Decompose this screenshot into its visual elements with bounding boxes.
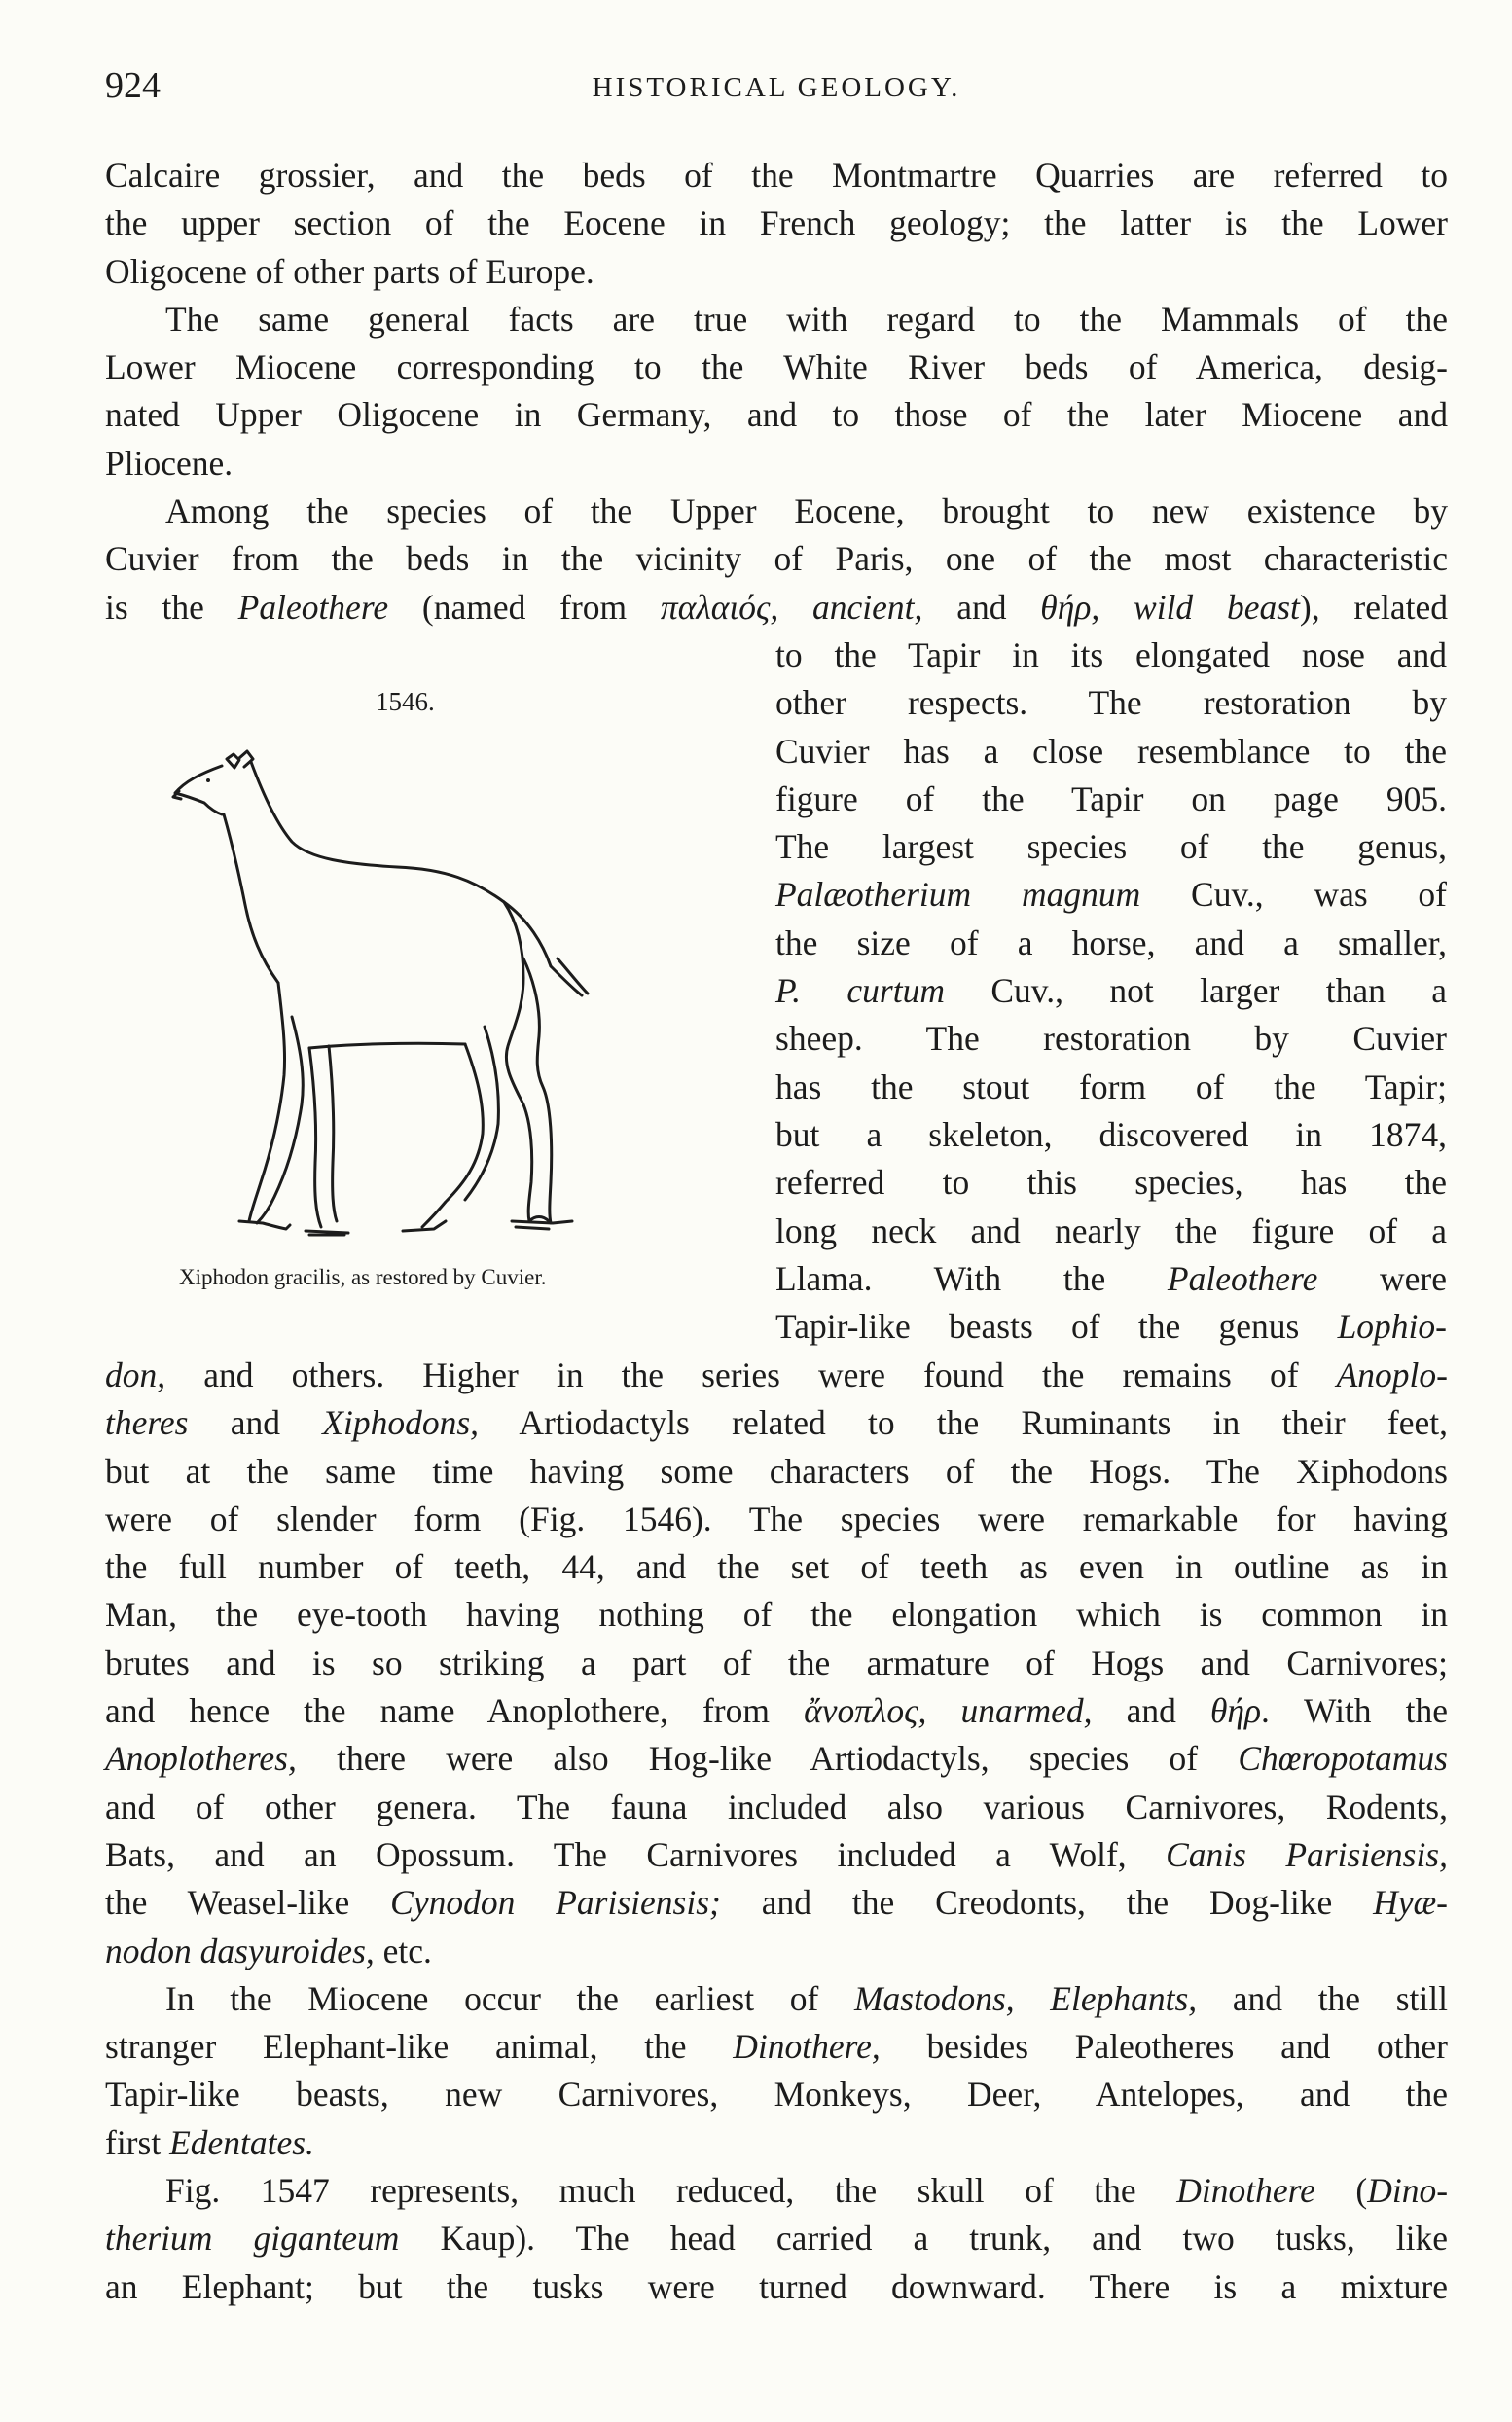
text-line: The same general facts are true with regard to the Mammals of the [165, 299, 1448, 339]
text-line: has the stout form of the Tapir; [775, 1066, 1447, 1106]
figure-number: 1546. [376, 687, 435, 716]
text-line: the Weasel-like Cynodon Parisiensis; and the Creodonts, the Dog-like Hyæ- [105, 1883, 1448, 1923]
text-line: The largest species of the genus, [775, 827, 1447, 867]
text-line: don, and others. Higher in the series were found the remains of Anoplo- [105, 1356, 1448, 1394]
text-line: In the Miocene occur the earliest of Mastodons, Elephants, and the still [165, 1978, 1448, 2018]
text-line: Cuvier has a close resemblance to the [775, 731, 1447, 771]
text-line: the full number of teeth, 44, and the set of teeth as even in outline as in [105, 1547, 1448, 1587]
text-line: but a skeleton, discovered in 1874, [775, 1114, 1447, 1154]
text-line: theres and Xiphodons, Artiodactyls related to the Ruminants in their feet, [105, 1403, 1448, 1443]
text-line: but at the same time having some characters of the Hogs. The Xiphodons [105, 1451, 1448, 1491]
text-line: Fig. 1547 represents, much reduced, the skull of the Dinothere (Dino- [165, 2171, 1449, 2211]
text-block-bottom [105, 1352, 1448, 2311]
text-line: is the Paleothere (named from παλαιός, ancient, and θήρ, wild beast), related [105, 587, 1448, 627]
text-line: therium giganteum Kaup). The head carried a trunk, and two tusks, like [105, 2219, 1448, 2259]
text-line: stranger Elephant-like animal, the Dinothere, besides Paleotheres and other [105, 2027, 1448, 2067]
figure-caption: Xiphodon gracilis, as restored by Cuvier. [179, 1265, 547, 1289]
text-line: brutes and is so striking a part of the armature of Hogs and Carnivores; [105, 1643, 1448, 1682]
text-line: referred to this species, has the [775, 1163, 1447, 1203]
text-line: Calcaire grossier, and the beds of the Montmartre Quarries are referred to [105, 156, 1448, 195]
text-line: P. curtum Cuv., not larger than a [775, 971, 1447, 1011]
text-block-right [775, 632, 1447, 1351]
text-line: Anoplotheres, there were also Hog-like Artiodactyls, species of Chœropotamus [105, 1739, 1448, 1779]
text-line: Lower Miocene corresponding to the White River beds of America, desig- [105, 347, 1448, 387]
text-line: Tapir-like beasts of the genus Lophio- [775, 1307, 1447, 1347]
page-header [105, 64, 1448, 113]
text-block-top [105, 152, 1448, 632]
running-title: HISTORICAL GEOLOGY. [592, 72, 961, 103]
text-line: to the Tapir in its elongated nose and [775, 635, 1447, 674]
text-line: Bats, and an Opossum. The Carnivores included a Wolf, Canis Parisiensis, [105, 1834, 1448, 1874]
text-line: first Edentates. [105, 2122, 314, 2162]
text-line: nated Upper Oligocene in Germany, and to those of the later Miocene and [105, 395, 1448, 435]
xiphodon-illustration [115, 735, 718, 1260]
text-line: an Elephant; but the tusks were turned downward. There is a mixture [105, 2266, 1448, 2306]
text-line: Palæotherium magnum Cuv., was of [775, 875, 1448, 915]
text-line: and of other genera. The fauna included also various Carnivores, Rodents, [105, 1787, 1448, 1826]
text-line: other respects. The restoration by [775, 683, 1447, 723]
text-line: Llama. With the Paleothere were [775, 1258, 1447, 1298]
text-line: the size of a horse, and a smaller, [775, 922, 1447, 962]
text-line: and hence the name Anoplothere, from ἄνοπλος, unarmed, and θήρ. With the [105, 1691, 1448, 1731]
text-line: long neck and nearly the figure of a [775, 1211, 1447, 1250]
text-line: figure of the Tapir on page 905. [775, 778, 1447, 818]
text-line: Pliocene. [105, 443, 234, 483]
text-line: Among the species of the Upper Eocene, brought to new existence by [165, 491, 1448, 531]
text-line: Cuvier from the beds in the vicinity of Paris, one of the most characteristic [105, 539, 1448, 579]
text-line: were of slender form (Fig. 1546). The species were remarkable for having [105, 1499, 1448, 1538]
text-line: Tapir-like beasts, new Carnivores, Monkeys, Deer, Antelopes, and the [105, 2075, 1448, 2115]
page-number: 924 [105, 65, 161, 106]
text-line: nodon dasyuroides, etc. [105, 1931, 432, 1970]
text-line: Man, the eye-tooth having nothing of the elongation which is common in [105, 1595, 1448, 1635]
text-line: sheep. The restoration by Cuvier [775, 1019, 1447, 1059]
text-line: Oligocene of other parts of Europe. [105, 251, 594, 291]
text-line: the upper section of the Eocene in French geology; the latter is the Lower [105, 203, 1448, 243]
